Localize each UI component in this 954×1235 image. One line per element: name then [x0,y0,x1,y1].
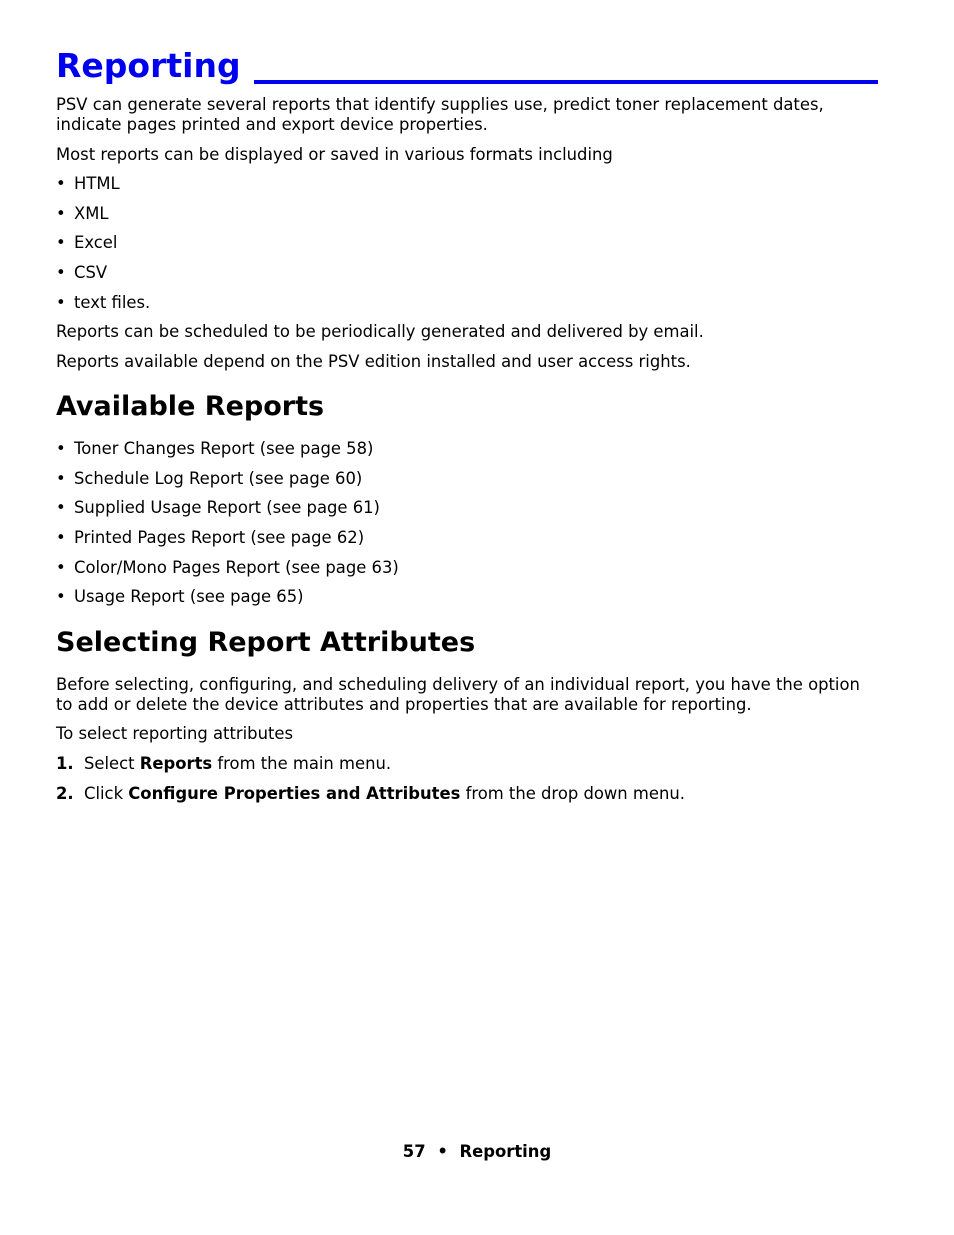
page-footer [0,1142,954,1162]
list-item: • text files. [56,293,151,312]
bullet-icon: • [56,498,66,517]
scheduled-text: Reports can be scheduled to be periodically generated and delivered by email. [56,322,704,341]
list-item: • XML [56,204,109,223]
bullet-icon: • [56,233,66,252]
available-reports-heading: Available Reports [56,391,325,422]
title-underline-rule [254,80,878,84]
list-item: • Toner Changes Report (see page 58) [56,439,374,458]
footer-separator: • [437,1142,448,1161]
bullet-icon: • [56,469,66,488]
selecting-attributes-heading: Selecting Report Attributes [56,627,476,658]
bullet-icon: • [56,174,66,193]
page-title: Reporting [56,46,241,85]
page-number: 57 [402,1142,426,1161]
page-title-row [56,44,901,90]
intro-line-1: PSV can generate several reports that identify supplies use, predict toner replacement dates, [56,95,824,114]
bullet-icon: • [56,558,66,577]
bullet-icon: • [56,293,66,312]
bullet-icon: • [56,528,66,547]
list-item: • Color/Mono Pages Report (see page 63) [56,558,399,577]
list-item: • Excel [56,233,118,252]
list-item: • Printed Pages Report (see page 62) [56,528,365,547]
bullet-icon: • [56,587,66,606]
list-item: • Schedule Log Report (see page 60) [56,469,363,488]
intro-line-2: indicate pages printed and export device properties. [56,115,488,134]
step-item: 2. Click Configure Properties and Attributes from the drop down menu. [56,784,685,803]
step-item: 1. Select Reports from the main menu. [56,754,392,773]
bullet-icon: • [56,263,66,282]
list-item: • HTML [56,174,120,193]
list-item: • Supplied Usage Report (see page 61) [56,498,380,517]
selecting-line-1: Before selecting, configuring, and scheduling delivery of an individual report, you have the option [56,675,860,694]
formats-intro: Most reports can be displayed or saved in various formats including [56,145,613,164]
to-select-text: To select reporting attributes [56,724,294,743]
footer-section: Reporting [459,1142,552,1161]
bullet-icon: • [56,439,66,458]
selecting-line-2: to add or delete the device attributes and properties that are available for reporting. [56,695,752,714]
list-item: • Usage Report (see page 65) [56,587,304,606]
bullet-icon: • [56,204,66,223]
edition-text: Reports available depend on the PSV edition installed and user access rights. [56,352,691,371]
list-item: • CSV [56,263,108,282]
